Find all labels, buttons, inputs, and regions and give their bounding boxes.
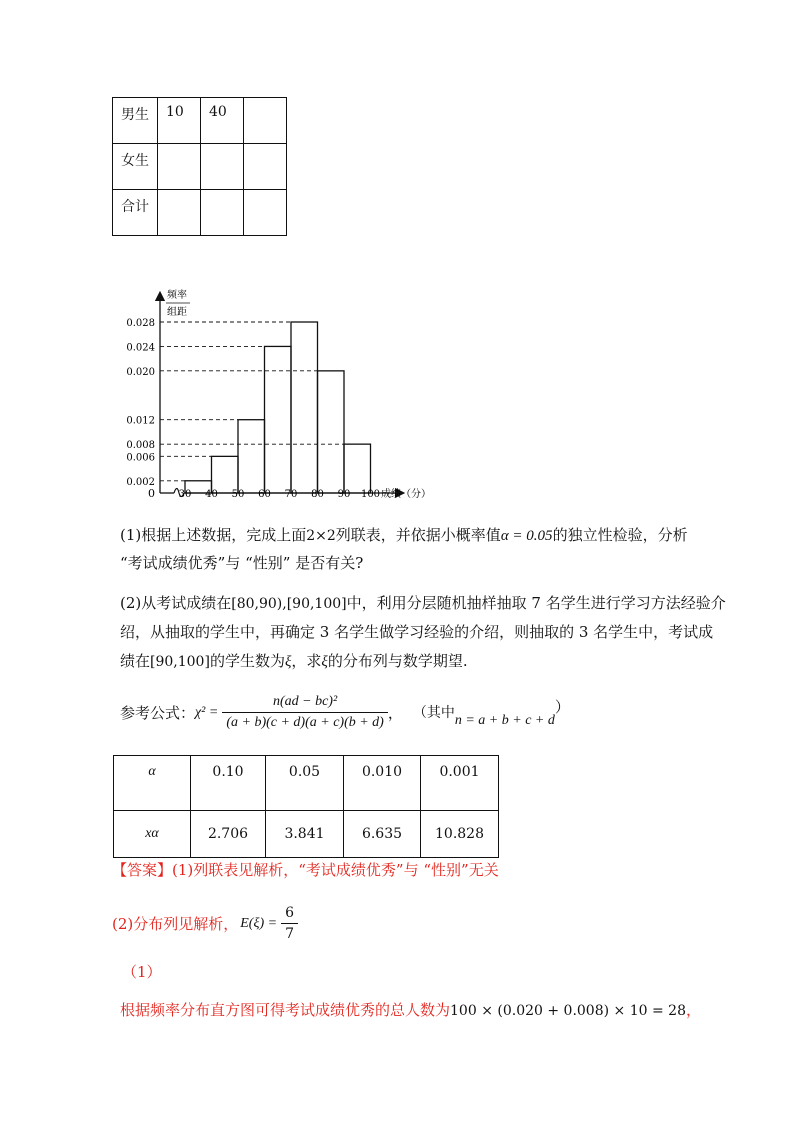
table-cell: α [114, 756, 191, 811]
solution-line [120, 1000, 701, 1021]
histogram-bar [291, 322, 318, 493]
answer-text-1: (1)列联表见解析，“考试成绩优秀”与 “性别”无关 [172, 861, 499, 879]
y-tick-label: 0.002 [126, 476, 155, 488]
question-2-line2: 绍，从抽取的学生中，再确定 3 名学生做学习经验的介绍，则抽取的 3 名学生中，考试成 [120, 623, 714, 641]
interval-expr: [90,100] [150, 654, 210, 670]
x-tick-label: 50 [231, 489, 245, 500]
y-tick-label: 0.028 [126, 318, 155, 329]
question-2-l3-c: 的学生数为 [209, 652, 285, 670]
formula-where: （其中 [412, 704, 455, 721]
alpha-value: α = 0.05 [500, 528, 553, 544]
question-2-l3-g: 的分布列与数学期望. [327, 652, 468, 670]
chi-square-lhs: χ² = [195, 704, 219, 720]
chi-square-fraction [222, 692, 388, 733]
histogram-bar [238, 420, 265, 493]
expectation-numerator: 6 [281, 903, 298, 924]
reference-formula [120, 692, 570, 733]
formula-label: 参考公式： [120, 703, 196, 722]
origin-label: 0 [148, 487, 155, 500]
formula-numerator: n(ad − bc)² [222, 692, 388, 713]
answer-line-2 [112, 903, 298, 944]
table-cell: 男生 [113, 98, 158, 144]
question-1 [120, 525, 688, 546]
question-2-l3-a: 绩在 [120, 652, 151, 670]
x-tick-label: 90 [337, 489, 351, 500]
solution-end: ， [685, 1001, 701, 1019]
y-label-top: 频率 [167, 290, 187, 301]
table-cell: 合计 [113, 190, 158, 236]
table-cell: 0.10 [191, 756, 266, 811]
x-axis-label: 成绩（分） [381, 489, 431, 500]
y-tick-label: 0.012 [126, 415, 155, 427]
answer-tag: 【答案】 [112, 861, 173, 879]
question-2-l3-e: ，求 [291, 652, 322, 670]
histogram-bar [265, 346, 292, 493]
solution-expr: 100 × (0.020 + 0.008) × 10 = 28 [450, 1003, 686, 1019]
y-label-bottom: 组距 [167, 307, 187, 318]
question-1-line2: “考试成绩优秀”与 “性别” 是否有关? [120, 554, 364, 572]
y-tick-label: 0.020 [126, 366, 155, 378]
table-cell: 10 [158, 98, 201, 144]
table-cell: 6.635 [344, 811, 421, 858]
table-cell: 2.706 [191, 811, 266, 858]
table-cell: 0.001 [421, 756, 499, 811]
xi-symbol: ξ [321, 654, 328, 670]
question-1-text-e: 的独立性检验，分析 [552, 526, 688, 544]
histogram-bar [212, 456, 239, 493]
histogram-bar [344, 444, 371, 493]
formula-close: ） [554, 697, 570, 716]
expectation-denominator: 7 [285, 926, 294, 942]
question-2-text-a: (2)从考试成绩在 [120, 594, 232, 612]
formula-denominator: (a + b)(c + d)(a + c)(b + d) [226, 715, 384, 730]
x-tick-label: 80 [311, 489, 324, 500]
table-cell: 女生 [113, 144, 158, 190]
formula-where-expr: n = a + b + c + d [454, 712, 555, 728]
table-cell: 0.05 [266, 756, 344, 811]
x-tick-label: 70 [284, 489, 298, 500]
table-cell: 3.841 [266, 811, 344, 858]
xi-symbol: ξ [284, 654, 292, 670]
answer-line-1 [112, 860, 499, 880]
critical-value-table [113, 755, 499, 858]
table-row [114, 756, 499, 811]
question-2 [120, 593, 726, 614]
table-cell: xα [114, 811, 191, 858]
table-cell: 10.828 [421, 811, 499, 858]
x-tick-label: 40 [205, 489, 218, 500]
question-1-text-a: (1)根据上述数据，完成上面 [120, 526, 307, 544]
expectation-fraction [281, 903, 298, 944]
frequency-histogram [0, 0, 800, 520]
matrix-size: 2×2 [306, 528, 336, 544]
question-2-text-c: 中，利用分层随机抽样抽取 7 名学生进行学习方法经验介 [346, 594, 726, 612]
solution-text: 根据频率分布直方图可得考试成绩优秀的总人数为 [120, 1001, 451, 1019]
table-cell: 0.010 [344, 756, 421, 811]
question-1-text-c: 列联表，并依据小概率值 [335, 526, 501, 544]
histogram-bar [318, 371, 345, 493]
table-cell: 40 [201, 98, 244, 144]
answer-text-2: (2)分布列见解析， [112, 914, 239, 933]
question-2-line3 [120, 651, 468, 672]
y-tick-label: 0.008 [126, 440, 155, 452]
x-tick-label: 30 [178, 489, 192, 500]
x-tick-label: 60 [258, 489, 271, 500]
y-tick-label: 0.024 [126, 342, 155, 354]
formula-comma: ， [387, 703, 403, 722]
x-tick-label: 100 [360, 489, 381, 500]
y-tick-label: 0.006 [126, 452, 155, 464]
expectation-lhs: E(ξ) = [240, 915, 278, 931]
solution-part-1-heading: （1） [122, 963, 162, 981]
interval-expr: [80,90),[90,100] [231, 596, 347, 612]
table-row [114, 811, 499, 858]
